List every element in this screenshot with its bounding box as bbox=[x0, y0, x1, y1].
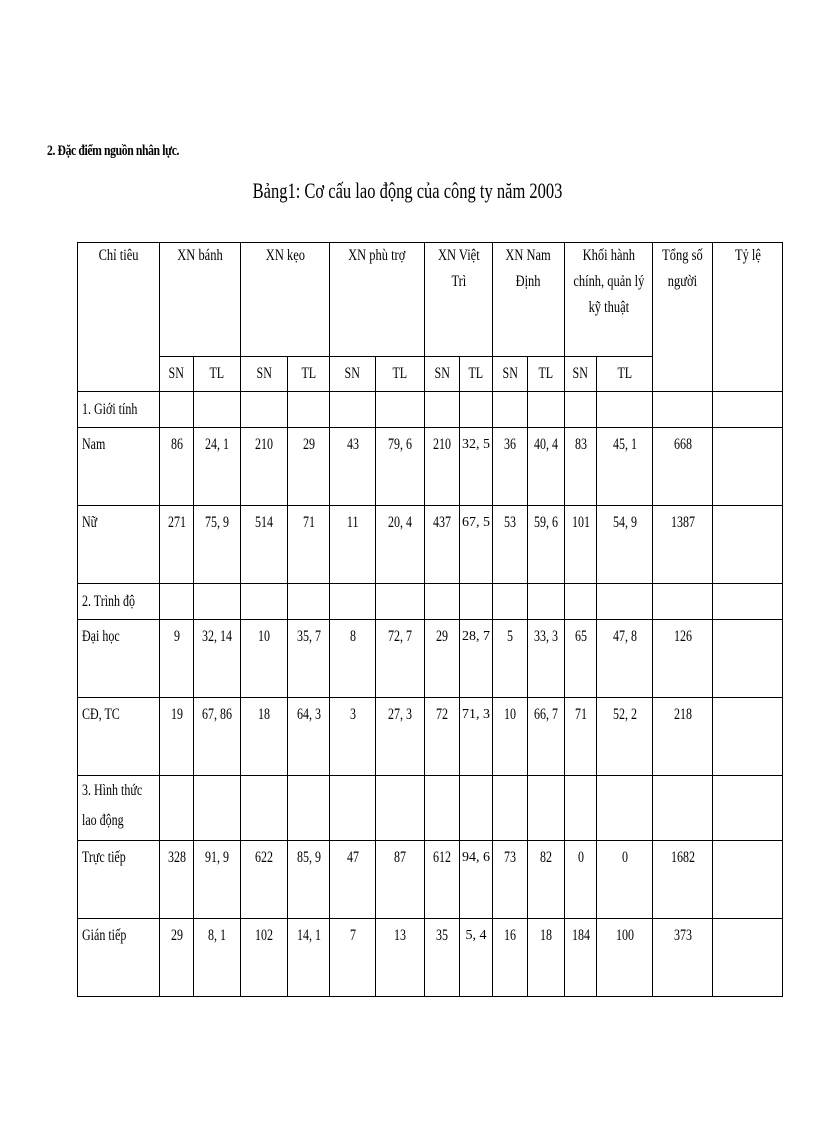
table-cell: 29 bbox=[160, 919, 194, 997]
row-label: CĐ, TC bbox=[78, 698, 160, 776]
section-heading: 2. Đặc điểm nguồn nhân lực. bbox=[47, 143, 180, 159]
table-cell: 64, 3 bbox=[288, 698, 330, 776]
header-ty-le: Tỷ lệ bbox=[713, 243, 783, 392]
table-cell: 13 bbox=[376, 919, 425, 997]
table-cell bbox=[528, 392, 565, 428]
table-cell: 32, 14 bbox=[194, 620, 241, 698]
table-cell: 54, 9 bbox=[597, 506, 653, 584]
table-cell bbox=[528, 776, 565, 841]
table-cell: 29 bbox=[425, 620, 460, 698]
table-cell: 47, 8 bbox=[597, 620, 653, 698]
table-cell: 5 bbox=[493, 620, 528, 698]
labor-structure-table bbox=[77, 242, 783, 997]
table-cell bbox=[713, 584, 783, 620]
table-cell bbox=[160, 584, 194, 620]
table-cell: 210 bbox=[425, 428, 460, 506]
table-row bbox=[78, 584, 783, 620]
table-cell bbox=[597, 584, 653, 620]
table-cell bbox=[288, 584, 330, 620]
table-cell: 53 bbox=[493, 506, 528, 584]
table-cell: 20, 4 bbox=[376, 506, 425, 584]
table-cell: 0 bbox=[565, 841, 597, 919]
table-cell: 40, 4 bbox=[528, 428, 565, 506]
table-cell: 373 bbox=[653, 919, 713, 997]
header-chi-tieu: Chỉ tiêu bbox=[78, 243, 160, 392]
header-group: XN Việt Trì bbox=[425, 243, 493, 357]
table-cell bbox=[194, 776, 241, 841]
table-cell: 52, 2 bbox=[597, 698, 653, 776]
table-cell: 71 bbox=[288, 506, 330, 584]
table-cell bbox=[565, 776, 597, 841]
table-cell: 73 bbox=[493, 841, 528, 919]
table-cell bbox=[241, 584, 288, 620]
table-cell: 35, 7 bbox=[288, 620, 330, 698]
table-cell: 184 bbox=[565, 919, 597, 997]
table-cell: 612 bbox=[425, 841, 460, 919]
table-cell bbox=[330, 392, 376, 428]
row-label: 2. Trình độ bbox=[78, 584, 160, 620]
subheader-cell: SN bbox=[241, 357, 288, 392]
table-cell: 0 bbox=[597, 841, 653, 919]
subheader-cell: SN bbox=[160, 357, 194, 392]
table-cell bbox=[565, 392, 597, 428]
table-cell: 9 bbox=[160, 620, 194, 698]
table-cell: 5, 4 bbox=[460, 919, 493, 997]
table-row bbox=[78, 428, 783, 506]
table-cell: 43 bbox=[330, 428, 376, 506]
table-cell: 83 bbox=[565, 428, 597, 506]
table-cell: 668 bbox=[653, 428, 713, 506]
table-cell bbox=[713, 392, 783, 428]
subheader-cell: TL bbox=[597, 357, 653, 392]
table-cell bbox=[376, 584, 425, 620]
table-cell bbox=[713, 776, 783, 841]
header-group: XN Nam Định bbox=[493, 243, 565, 357]
table-cell: 11 bbox=[330, 506, 376, 584]
table-cell bbox=[597, 392, 653, 428]
table-cell: 1682 bbox=[653, 841, 713, 919]
table-cell: 218 bbox=[653, 698, 713, 776]
table-cell bbox=[330, 776, 376, 841]
table-cell: 72 bbox=[425, 698, 460, 776]
table-cell bbox=[376, 776, 425, 841]
table-cell bbox=[565, 584, 597, 620]
table-row bbox=[78, 919, 783, 997]
table-cell bbox=[288, 776, 330, 841]
header-tong-so: Tổng số người bbox=[653, 243, 713, 392]
table-cell bbox=[425, 584, 460, 620]
table-cell: 66, 7 bbox=[528, 698, 565, 776]
table-cell: 72, 7 bbox=[376, 620, 425, 698]
table-cell bbox=[713, 506, 783, 584]
table-cell bbox=[425, 392, 460, 428]
table-cell: 437 bbox=[425, 506, 460, 584]
table-cell: 59, 6 bbox=[528, 506, 565, 584]
table-cell: 10 bbox=[241, 620, 288, 698]
table-cell: 622 bbox=[241, 841, 288, 919]
table-cell: 3 bbox=[330, 698, 376, 776]
table-cell bbox=[713, 428, 783, 506]
subheader-cell: TL bbox=[528, 357, 565, 392]
table-cell: 45, 1 bbox=[597, 428, 653, 506]
table-cell: 19 bbox=[160, 698, 194, 776]
table-cell bbox=[653, 584, 713, 620]
table-cell bbox=[241, 776, 288, 841]
table-cell: 79, 6 bbox=[376, 428, 425, 506]
subheader-cell: SN bbox=[330, 357, 376, 392]
header-group: XN bánh bbox=[160, 243, 241, 357]
table-cell: 1387 bbox=[653, 506, 713, 584]
table-cell: 67, 86 bbox=[194, 698, 241, 776]
table-row bbox=[78, 620, 783, 698]
table-cell: 85, 9 bbox=[288, 841, 330, 919]
table-cell bbox=[376, 392, 425, 428]
table-cell bbox=[460, 776, 493, 841]
table-cell: 24, 1 bbox=[194, 428, 241, 506]
table-cell: 100 bbox=[597, 919, 653, 997]
table-cell: 71 bbox=[565, 698, 597, 776]
table-cell: 271 bbox=[160, 506, 194, 584]
table-cell bbox=[194, 584, 241, 620]
table-cell bbox=[493, 392, 528, 428]
table-cell bbox=[653, 776, 713, 841]
table-cell bbox=[194, 392, 241, 428]
row-label: Nam bbox=[78, 428, 160, 506]
table-cell bbox=[493, 584, 528, 620]
table-cell: 328 bbox=[160, 841, 194, 919]
table-cell: 75, 9 bbox=[194, 506, 241, 584]
table-cell bbox=[493, 776, 528, 841]
table-cell: 102 bbox=[241, 919, 288, 997]
table-cell: 94, 6 bbox=[460, 841, 493, 919]
table-cell bbox=[597, 776, 653, 841]
row-label: 1. Giới tính bbox=[78, 392, 160, 428]
table-cell: 210 bbox=[241, 428, 288, 506]
table-cell: 32, 5 bbox=[460, 428, 493, 506]
table-cell bbox=[288, 392, 330, 428]
header-group: XN kẹo bbox=[241, 243, 330, 357]
row-label: Đại học bbox=[78, 620, 160, 698]
subheader-cell: TL bbox=[194, 357, 241, 392]
table-cell bbox=[460, 392, 493, 428]
subheader-cell: TL bbox=[288, 357, 330, 392]
row-label: Nữ bbox=[78, 506, 160, 584]
table-cell: 14, 1 bbox=[288, 919, 330, 997]
table-row bbox=[78, 506, 783, 584]
subheader-cell: SN bbox=[565, 357, 597, 392]
table-cell: 87 bbox=[376, 841, 425, 919]
table-cell: 35 bbox=[425, 919, 460, 997]
table-cell: 82 bbox=[528, 841, 565, 919]
table-cell: 10 bbox=[493, 698, 528, 776]
table-cell bbox=[425, 776, 460, 841]
row-label: Trực tiếp bbox=[78, 841, 160, 919]
table-caption: Bảng1: Cơ cấu lao động của công ty năm 2003 bbox=[253, 178, 563, 203]
table-cell: 36 bbox=[493, 428, 528, 506]
table-row bbox=[78, 392, 783, 428]
table-cell: 18 bbox=[241, 698, 288, 776]
table-cell: 126 bbox=[653, 620, 713, 698]
subheader-cell: TL bbox=[460, 357, 493, 392]
table-cell: 514 bbox=[241, 506, 288, 584]
table-row bbox=[78, 776, 783, 841]
table-cell: 28, 7 bbox=[460, 620, 493, 698]
subheader-cell: SN bbox=[425, 357, 460, 392]
table-cell bbox=[653, 392, 713, 428]
table-cell bbox=[713, 698, 783, 776]
table-cell: 65 bbox=[565, 620, 597, 698]
table-cell: 7 bbox=[330, 919, 376, 997]
table-cell: 29 bbox=[288, 428, 330, 506]
header-group: XN phù trợ bbox=[330, 243, 425, 357]
table-cell bbox=[713, 919, 783, 997]
row-label: Gián tiếp bbox=[78, 919, 160, 997]
table-cell bbox=[241, 392, 288, 428]
table-cell bbox=[160, 776, 194, 841]
table-cell bbox=[713, 620, 783, 698]
table-cell bbox=[460, 584, 493, 620]
table-cell: 101 bbox=[565, 506, 597, 584]
table-cell bbox=[713, 841, 783, 919]
table-cell: 33, 3 bbox=[528, 620, 565, 698]
table-cell: 86 bbox=[160, 428, 194, 506]
header-group: Khối hành chính, quản lý kỹ thuật bbox=[565, 243, 653, 357]
table-cell: 18 bbox=[528, 919, 565, 997]
subheader-cell: TL bbox=[376, 357, 425, 392]
table-cell: 8 bbox=[330, 620, 376, 698]
table-cell bbox=[528, 584, 565, 620]
table-cell: 16 bbox=[493, 919, 528, 997]
table-cell bbox=[330, 584, 376, 620]
table-row bbox=[78, 698, 783, 776]
table-cell: 8, 1 bbox=[194, 919, 241, 997]
table-cell: 47 bbox=[330, 841, 376, 919]
row-label: 3. Hình thức lao động bbox=[78, 776, 160, 841]
table-cell bbox=[160, 392, 194, 428]
subheader-cell: SN bbox=[493, 357, 528, 392]
table-cell: 71, 3 bbox=[460, 698, 493, 776]
table-cell: 27, 3 bbox=[376, 698, 425, 776]
table-row bbox=[78, 841, 783, 919]
table-cell: 91, 9 bbox=[194, 841, 241, 919]
table-cell: 67, 5 bbox=[460, 506, 493, 584]
